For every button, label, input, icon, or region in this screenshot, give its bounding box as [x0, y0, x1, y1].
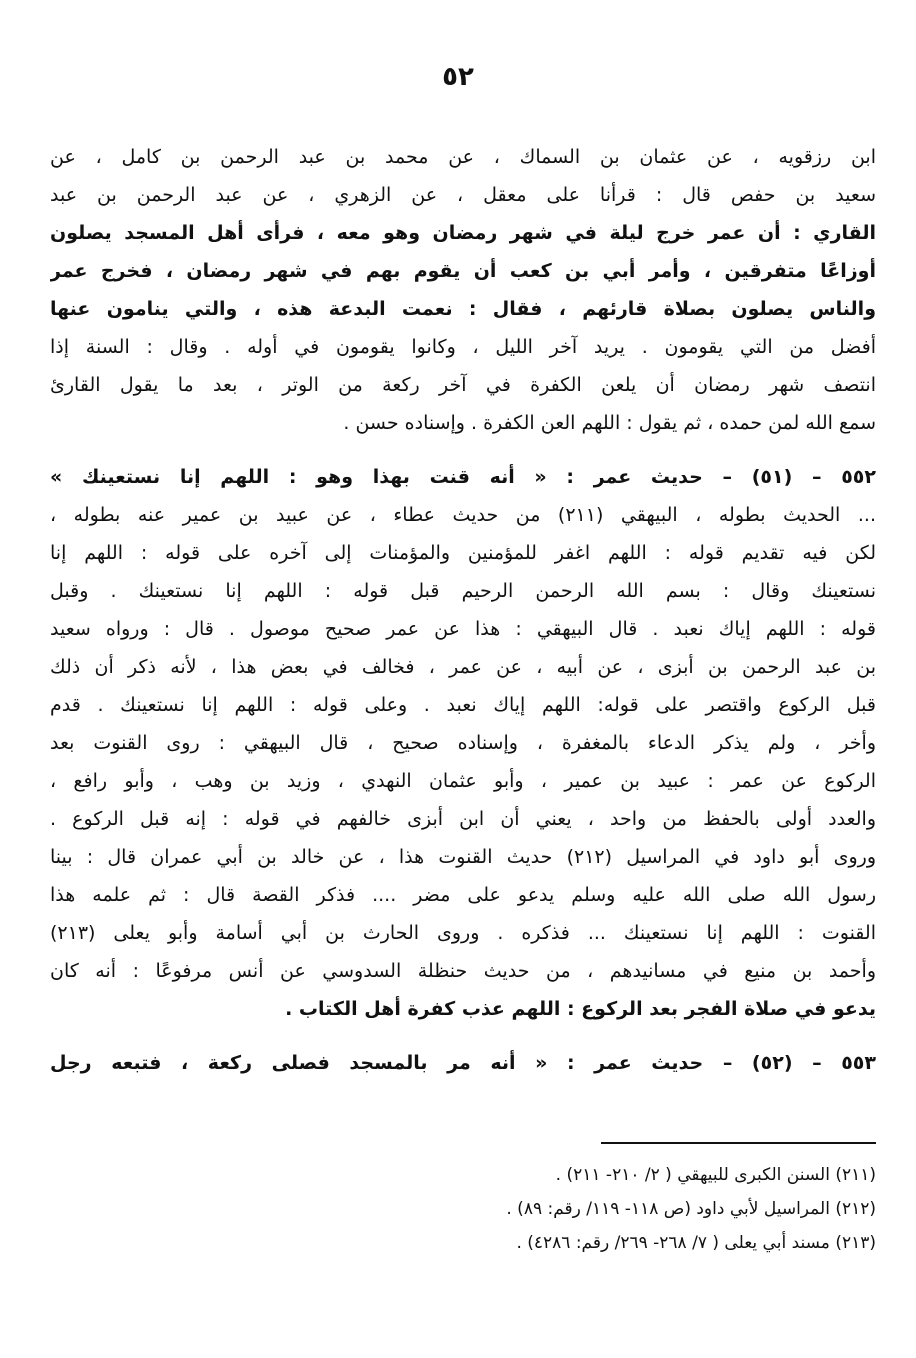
page-number: ٥٢	[442, 62, 474, 92]
text-line: رسول الله صلى الله عليه وسلم يدعو على مضر .... فذكر القصة قال : ثم علمه هذا	[50, 884, 876, 906]
footnote: (٢١١) السنن الكبرى للبيهقي ( ٢/ ٢١٠- ٢١١) .	[555, 1165, 876, 1185]
text-line: ٥٥٣ – (٥٢) – حديث عمر : « أنه مر بالمسجد فصلى ركعة ، فتبعه رجل	[50, 1052, 876, 1074]
footnote: (٢١٣) مسند أبي يعلى ( ٧/ ٢٦٨- ٢٦٩/ رقم: ٤٢٨٦) .	[516, 1233, 876, 1253]
text-line: يدعو في صلاة الفجر بعد الركوع : اللهم عذب كفرة أهل الكتاب .	[285, 998, 876, 1020]
text-line: أفضل من التي يقومون . يريد آخر الليل ، وكانوا يقومون في أوله . وقال : السنة إذا	[50, 336, 876, 358]
text-line: والناس يصلون بصلاة قارئهم ، فقال : نعمت البدعة هذه ، والتي ينامون عنها	[50, 298, 876, 320]
text-line: ٥٥٢ – (٥١) – حديث عمر : « أنه قنت بهذا وهو : اللهم إنا نستعينك »	[50, 466, 876, 488]
text-line: الركوع عن عمر : عبيد بن عمير ، وأبو عثمان النهدي ، وزيد بن وهب ، وأبو رافع ،	[50, 770, 876, 792]
main-text	[50, 138, 876, 1082]
text-line: سعيد بن حفص قال : قرأنا على معقل ، عن الزهري ، عن عبد الرحمن بن عبد	[50, 184, 876, 206]
text-line: قبل الركوع واقتصر على قوله: اللهم إياك نعبد . وعلى قوله : اللهم إنا نستعينك . قدم	[50, 694, 876, 716]
text-line: وأحمد بن منيع في مسانيدهم ، من حديث حنظلة السدوسي عن أنس مرفوعًا : أنه كان	[50, 960, 876, 982]
footnote-divider	[601, 1142, 876, 1144]
text-line: انتصف شهر رمضان أن يلعن الكفرة في آخر ركعة من الوتر ، بعد ما يقول القارئ	[50, 374, 876, 396]
text-line: ... الحديث بطوله ، البيهقي (٢١١) من حديث عطاء ، عن عبيد بن عمير عنه بطوله ،	[50, 504, 876, 526]
footnotes	[116, 1158, 876, 1260]
text-line: والعدد أولى بالحفظ من واحد ، يعني أن ابن أبزى خالفهم في قوله : إنه قبل الركوع .	[50, 808, 876, 830]
text-line: نستعينك وقال : بسم الله الرحمن الرحيم قبل قوله : اللهم إنا نستعينك . وقبل	[50, 580, 876, 602]
text-line: القنوت : اللهم إنا نستعينك ... فذكره . وروى الحارث بن أبي أسامة وأبو يعلى (٢١٣)	[50, 922, 876, 944]
text-line: وأخر ، ولم يذكر الدعاء بالمغفرة ، وإسناده صحيح ، قال البيهقي : روى القنوت بعد	[50, 732, 876, 754]
text-line: قوله : اللهم إياك نعبد . قال البيهقي : هذا عن عمر صحيح موصول . قال : ورواه سعيد	[50, 618, 876, 640]
paragraph-gap	[50, 442, 876, 458]
text-line: سمع الله لمن حمده ، ثم يقول : اللهم العن الكفرة . وإسناده حسن .	[343, 412, 876, 434]
text-line: أوزاعًا متفرقين ، وأمر أبي بن كعب أن يقوم بهم في شهر رمضان ، فخرج عمر	[50, 260, 876, 282]
text-line: القاري : أن عمر خرج ليلة في شهر رمضان وهو معه ، فرأى أهل المسجد يصلون	[50, 222, 876, 244]
text-line: بن عبد الرحمن بن أبزى ، عن أبيه ، عن عمر ، فخالف في بعض هذا ، لأنه ذكر أن ذلك	[50, 656, 876, 678]
text-line: ابن رزقويه ، عن عثمان بن السماك ، عن محمد بن عبد الرحمن بن كامل ، عن	[50, 146, 876, 168]
text-line: لكن فيه تقديم قوله : اللهم اغفر للمؤمنين والمؤمنات إلى آخره على قوله : اللهم إنا	[50, 542, 876, 564]
paragraph-gap	[50, 1028, 876, 1044]
footnote: (٢١٢) المراسيل لأبي داود (ص ١١٨- ١١٩/ رقم: ٨٩) .	[506, 1199, 876, 1219]
text-line: وروى أبو داود في المراسيل (٢١٢) حديث القنوت هذا ، عن خالد بن أبي عمران قال : بينا	[50, 846, 876, 868]
